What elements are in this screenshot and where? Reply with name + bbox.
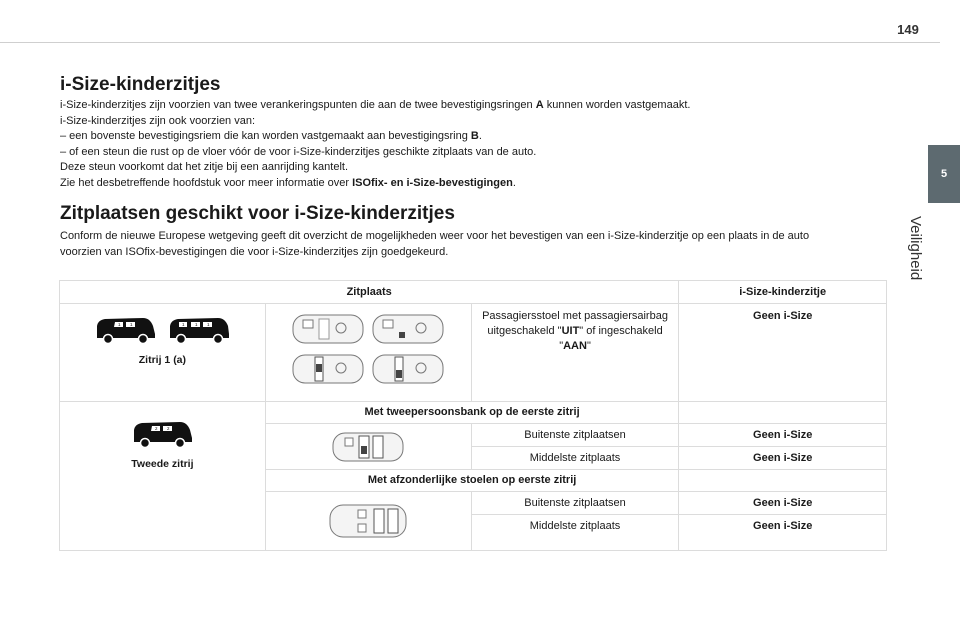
seat-diagram-cell — [265, 492, 471, 551]
text-line: i-Size-kinderzitjes zijn ook voorzien van: — [60, 114, 256, 127]
text-line: i-Size-kinderzitjes zijn voorzien van twee verankeringspunten die aan de twee bevestigingsringen A kunnen worden vastgemaakt. — [60, 99, 691, 111]
table-header-row — [60, 281, 887, 304]
van-icon — [130, 418, 194, 448]
group-heading: Met afzonderlijke stoelen op eerste zitrij — [265, 470, 679, 492]
vehicle-label: Tweede zitrij — [131, 458, 194, 470]
text-line: voorzien van ISOfix-bevestigingen die voor i-Size-kinderzitjes zijn goedgekeurd. — [60, 245, 449, 258]
van-icon — [93, 314, 157, 344]
svg-text:2: 2 — [167, 426, 170, 431]
seat-layout-icon — [371, 312, 445, 346]
seat-position-label: Buitenste zitplaatsen — [471, 424, 679, 447]
group-heading: Met tweepersoonsbank op de eerste zitrij — [265, 402, 679, 424]
section-title-seats: Zitplaatsen geschikt voor i-Size-kinderzitjes — [60, 203, 455, 224]
seat-isize-value: Geen i-Size — [679, 424, 887, 447]
text-line: Deze steun voorkomt dat het zitje bij een aanrijding kantelt. — [60, 161, 348, 173]
chapter-number: 5 — [940, 168, 948, 180]
seat-position-label: Buitenste zitplaatsen — [471, 492, 679, 515]
row1-description: Passagiersstoel met passagiersairbag uitgeschakeld "UIT" of ingeschakeld "AAN" — [471, 304, 679, 402]
seat-isize-value: Geen i-Size — [679, 492, 887, 515]
chapter-label: Veiligheid — [907, 216, 924, 281]
seat-layout-icon — [291, 312, 365, 346]
header-divider — [0, 42, 940, 43]
table-row — [60, 304, 887, 402]
header-seat: Zitplaats — [60, 281, 679, 304]
seat-layout-icon — [371, 352, 445, 386]
svg-text:2: 2 — [155, 426, 158, 431]
chapter-tab[interactable] — [928, 145, 960, 203]
row1-vehicle-cell — [60, 304, 266, 402]
row2-vehicle-cell — [60, 402, 266, 551]
seat-position-label: Middelste zitplaats — [471, 447, 679, 470]
seat-isize-value: Geen i-Size — [679, 447, 887, 470]
page-number: 149 — [897, 22, 919, 37]
seat-layout-icon — [328, 502, 408, 540]
seat-layout-icon — [291, 352, 365, 386]
header-isize: i-Size-kinderzitje — [679, 281, 887, 304]
svg-text:1: 1 — [182, 322, 185, 327]
svg-text:1: 1 — [130, 322, 133, 327]
section-seats-text — [60, 229, 860, 260]
svg-text:1: 1 — [195, 322, 198, 327]
text-line: Conform de nieuwe Europese wetgeving geeft dit overzicht de mogelijkheden weer voor het bevestigen van een i-Size-kinderzitje op een plaats in de auto — [60, 230, 810, 242]
text-line: – een bovenste bevestigingsriem die kan worden vastgemaakt aan bevestigingsring B. — [60, 130, 482, 142]
van-long-icon — [167, 314, 231, 344]
empty-cell — [679, 402, 887, 424]
seat-diagram-cell — [265, 424, 471, 470]
seat-layout-icon — [331, 430, 405, 464]
section-title-isize: i-Size-kinderzitjes — [60, 74, 221, 95]
svg-text:1: 1 — [207, 322, 210, 327]
isize-seat-table — [59, 280, 887, 551]
table-row — [60, 402, 887, 424]
cross-reference-link[interactable]: ISOfix- en i-Size-bevestigingen — [352, 176, 513, 189]
svg-text:1: 1 — [118, 322, 121, 327]
section-isize-text — [60, 98, 860, 191]
text-line: Zie het desbetreffende hoofdstuk voor meer informatie over ISOfix- en i-Size-bevestigingen. — [60, 176, 516, 189]
text-line: – of een steun die rust op de vloer vóór de voor i-Size-kinderzitjes geschikte zitplaats van de auto. — [60, 145, 537, 158]
row1-seat-diagrams — [265, 304, 471, 402]
seat-position-label: Middelste zitplaats — [471, 515, 679, 551]
seat-isize-value: Geen i-Size — [679, 515, 887, 551]
row1-isize-value: Geen i-Size — [679, 304, 887, 402]
empty-cell — [679, 470, 887, 492]
vehicle-label: Zitrij 1 (a) — [138, 354, 187, 366]
